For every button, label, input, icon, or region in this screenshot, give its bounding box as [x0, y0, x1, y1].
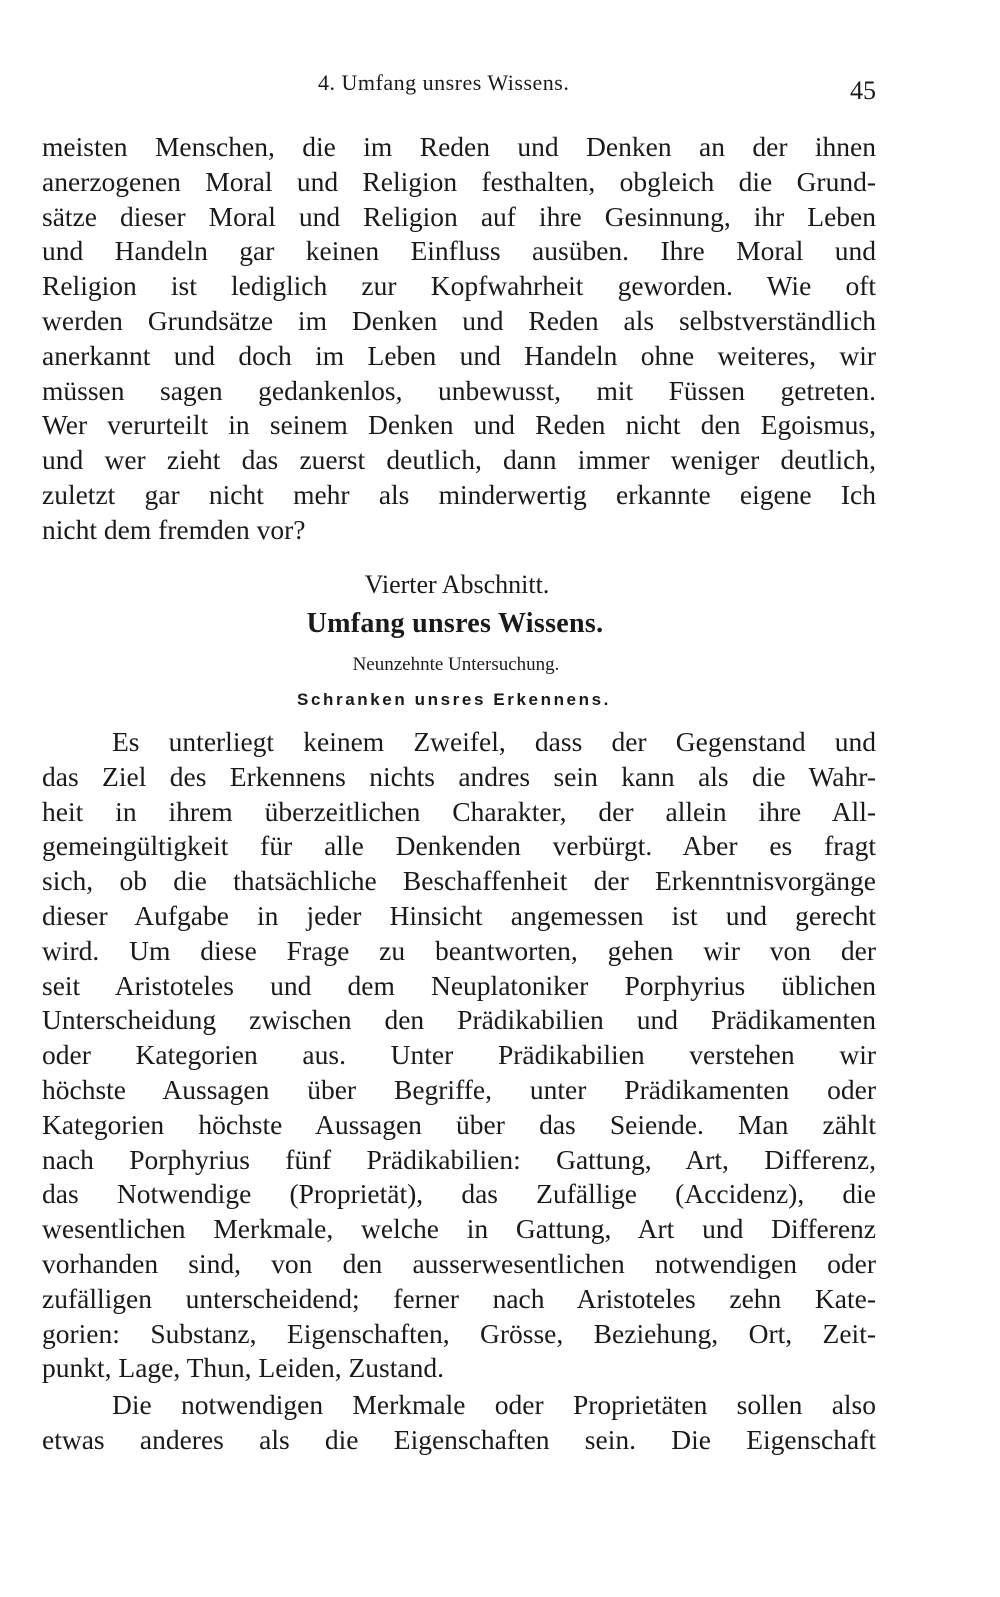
text-line: höchste Aussagen über Begriffe, unter Prädikamenten oder	[42, 1073, 876, 1105]
text-line: heit in ihrem überzeitlichen Charakter, der allein ihre All-	[42, 795, 876, 827]
text-line: Religion ist lediglich zur Kopfwahrheit geworden. Wie oft	[42, 270, 876, 302]
text-line: Wer verurteilt in seinem Denken und Reden nicht den Egoismus,	[42, 409, 876, 441]
text-line: meisten Menschen, die im Reden und Denken an der ihnen	[42, 131, 876, 162]
text-line: zufälligen unterscheidend; ferner nach Aristoteles zehn Kate-	[42, 1282, 876, 1314]
text-line: müssen sagen gedankenlos, unbewusst, mit Füssen getreten.	[42, 374, 876, 406]
text-line: das Notwendige (Proprietät), das Zufällige (Accidenz), die	[42, 1178, 876, 1210]
section-label: Vierter Abschnitt.	[364, 570, 550, 599]
text-line: nach Porphyrius fünf Prädikabilien: Gattung, Art, Differenz,	[42, 1143, 876, 1175]
text-line: nicht dem fremden vor?	[42, 513, 306, 545]
text-line: vorhanden sind, von den ausserwesentlichen notwendigen oder	[42, 1247, 876, 1279]
text-line: dieser Aufgabe in jeder Hinsicht angemessen ist und gerecht	[42, 899, 876, 931]
text-line: Die notwendigen Merkmale oder Proprietäten sollen also	[112, 1389, 876, 1420]
text-line: anerzogenen Moral und Religion festhalten, obgleich die Grund-	[42, 165, 876, 197]
text-line: und wer zieht das zuerst deutlich, dann immer weniger deutlich,	[42, 444, 876, 476]
text-line: sich, ob die thatsächliche Beschaffenheit der Erkenntnisvorgänge	[42, 865, 876, 897]
section-title: Umfang unsres Wissens.	[306, 608, 604, 639]
running-header	[0, 66, 1000, 106]
text-line: das Ziel des Erkennens nichts andres sein kann als die Wahr-	[42, 760, 876, 792]
text-line: Es unterliegt keinem Zweifel, dass der Gegenstand und	[112, 726, 876, 757]
text-line: etwas anderes als die Eigenschaften sein. Die Eigenschaft	[42, 1423, 876, 1455]
text-line: seit Aristoteles und dem Neuplatoniker Porphyrius üblichen	[42, 969, 876, 1001]
text-line: wesentlichen Merkmale, welche in Gattung, Art und Differenz	[42, 1213, 876, 1245]
page-number: 45	[850, 76, 876, 105]
paragraph-continued	[42, 130, 876, 548]
text-line: wird. Um diese Frage zu beantworten, gehen wir von der	[42, 934, 876, 966]
text-line: Unterscheidung zwischen den Prädikabilien und Prädikamenten	[42, 1004, 876, 1036]
text-line: werden Grundsätze im Denken und Reden als selbstverständlich	[42, 304, 876, 336]
text-line: Kategorien höchste Aussagen über das Seiende. Man zählt	[42, 1108, 876, 1140]
text-line: zuletzt gar nicht mehr als minderwertig erkannte eigene Ich	[42, 478, 876, 510]
text-line: anerkannt und doch im Leben und Handeln ohne weiteres, wir	[42, 339, 876, 371]
text-line: punkt, Lage, Thun, Leiden, Zustand.	[42, 1352, 444, 1384]
investigation-subtitle: Schranken unsres Erkennens.	[297, 690, 611, 709]
text-line: gorien: Substanz, Eigenschaften, Grösse, Beziehung, Ort, Zeit-	[42, 1317, 876, 1349]
text-line: oder Kategorien aus. Unter Prädikabilien verstehen wir	[42, 1039, 876, 1071]
paragraph-next	[42, 1388, 876, 1458]
investigation-label: Neunzehnte Untersuchung.	[352, 654, 560, 675]
text-line: sätze dieser Moral und Religion auf ihre Gesinnung, ihr Leben	[42, 200, 876, 232]
running-title: 4. Umfang unsres Wissens.	[318, 70, 570, 95]
text-line: und Handeln gar keinen Einfluss ausüben. Ihre Moral und	[42, 235, 876, 267]
text-line: gemeingültigkeit für alle Denkenden verbürgt. Aber es fragt	[42, 830, 876, 862]
paragraph-main	[42, 725, 876, 1386]
